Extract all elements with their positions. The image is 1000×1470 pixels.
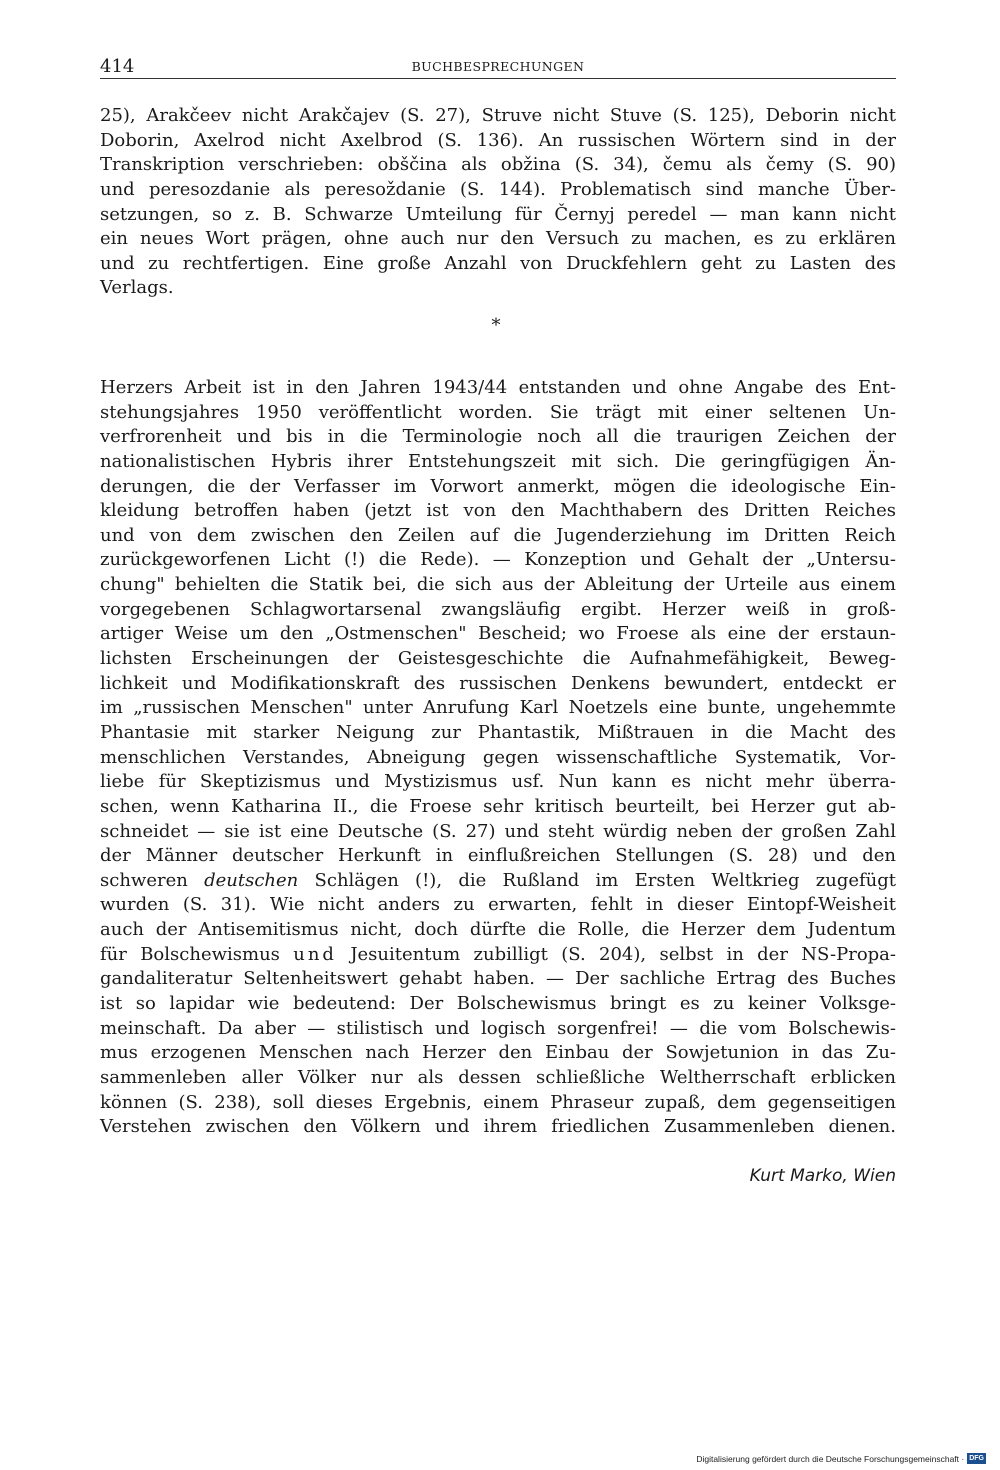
- text-line: stehungsjahres 1950 veröffentlicht worden. Sie trägt mit einer seltenen Un-: [100, 401, 896, 423]
- letterspaced-word: und: [293, 943, 337, 965]
- text-line: 25), Arakčeev nicht Arakčajev (S. 27), Struve nicht Stuve (S. 125), Deborin nicht: [100, 105, 896, 126]
- text-line: schen, wenn Katharina II., die Froese sehr kritisch beurteilt, bei Herzer gut ab-: [100, 795, 896, 817]
- text-line: und peresozdanie als peresoždanie (S. 144). Problematisch sind manche Über-: [100, 178, 896, 200]
- text-line: meinschaft. Da aber — stilistisch und logisch sorgenfrei! — die vom Bolschewis-: [100, 1017, 896, 1039]
- text-line: sammenleben aller Völker nur als dessen schließliche Weltherrschaft erblicken: [100, 1066, 896, 1088]
- text-line: vorgegebenen Schlagwortarsenal zwangsläufig ergibt. Herzer weiß in groß-: [100, 598, 896, 620]
- text-line: nationalistischen Hybris ihrer Entstehungszeit mit sich. Die geringfügigen Än-: [100, 450, 896, 472]
- text-line: kleidung betroffen haben (jetzt ist von den Machthabern des Dritten Reiches: [100, 500, 896, 522]
- text-line: lichkeit und Modifikationskraft des russischen Denkens bewundert, entdeckt er: [100, 672, 896, 694]
- text-line: ist so lapidar wie bedeutend: Der Bolschewismus bringt es zu keiner Volksge-: [100, 993, 896, 1015]
- section-divider-asterisk: *: [491, 315, 501, 336]
- dfg-logo-icon: DFG: [969, 1455, 984, 1462]
- page-header: [100, 56, 896, 79]
- text-line: und zu rechtfertigen. Eine große Anzahl von Druckfehlern geht zu Lasten des: [100, 252, 896, 274]
- emphasized-word: deutschen: [204, 869, 299, 891]
- text-line: ein neues Wort prägen, ohne auch nur den Versuch zu machen, es zu erklären: [100, 228, 896, 250]
- text-line: artiger Weise um den „Ostmenschen" Bescheid; wo Froese als eine der erstaun-: [100, 623, 896, 645]
- running-title: BUCHBESPRECHUNGEN: [411, 59, 585, 74]
- text-line: liebe für Skeptizismus und Mystizismus usf. Nun kann es nicht mehr überra-: [100, 771, 896, 793]
- text-line: wurden (S. 31). Wie nicht anders zu erwarten, fehlt in dieser Eintopf-Weisheit: [100, 894, 896, 916]
- text-line: menschlichen Verstandes, Abneigung gegen wissenschaftliche Systematik, Vor-: [100, 746, 896, 768]
- text-line: setzungen, so z. B. Schwarze Umteilung für Černyj peredel — man kann nicht: [100, 203, 896, 225]
- text-line: lichsten Erscheinungen der Geistesgeschichte die Aufnahmefähigkeit, Beweg-: [100, 648, 896, 670]
- text-line-with-emphasis: [100, 869, 896, 894]
- text-line: auch der Antisemitismus nicht, doch dürfte die Rolle, die Herzer dem Judentum: [100, 919, 896, 941]
- text-line: mus erzogenen Menschen nach Herzer den Einbau der Sowjetunion in das Zu-: [100, 1042, 896, 1064]
- text-line: können (S. 238), soll dieses Ergebnis, einem Phraseur zupaß, dem gegenseitigen: [100, 1091, 896, 1113]
- text-line: Verlags.: [100, 277, 174, 299]
- text-line: derungen, die der Verfasser im Vorwort anmerkt, mögen die ideologische Ein-: [100, 475, 896, 497]
- text-line: gandaliteratur Seltenheitswert gehabt haben. — Der sachliche Ertrag des Buches: [100, 968, 896, 990]
- text-line-with-spacing: [100, 943, 896, 968]
- text-line: Verstehen zwischen den Völkern und ihrem friedlichen Zusammenleben dienen.: [100, 1116, 896, 1138]
- text-line: Herzers Arbeit ist in den Jahren 1943/44 entstanden und ohne Angabe des Ent-: [100, 377, 896, 398]
- text-line: und von dem zwischen den Zeilen auf die Jugenderziehung im Dritten Reich: [100, 524, 896, 546]
- text-line: Phantasie mit starker Neigung zur Phantastik, Mißtrauen in die Macht des: [100, 721, 896, 743]
- review-paragraph-2: [100, 376, 896, 1140]
- text-segment: Schlägen (!), die Rußland im Ersten Weltkrieg zugefügt: [298, 869, 897, 891]
- text-line: schneidet — sie ist eine Deutsche (S. 27) und steht würdig neben der großen Zahl: [100, 820, 896, 842]
- page-number: 414: [100, 56, 135, 77]
- text-segment: schweren: [100, 869, 205, 891]
- text-line: Transkription verschrieben: obščina als obžina (S. 34), čemu als čemy (S. 90): [100, 154, 896, 176]
- footer-credit: Digitalisierung gefördert durch die Deutsche Forschungsgemeinschaft ·: [696, 1453, 965, 1464]
- text-segment: Jesuitentum zubilligt (S. 204), selbst in der NS-Propa-: [336, 943, 896, 965]
- reviewer-signature: Kurt Marko, Wien: [749, 1166, 896, 1186]
- text-segment: für Bolschewismus: [100, 943, 294, 965]
- text-line: der Männer deutscher Herkunft in einflußreichen Stellungen (S. 28) und den: [100, 845, 896, 867]
- digitization-footer: [696, 1453, 986, 1464]
- review-paragraph-1: [100, 104, 896, 301]
- text-line: Doborin, Axelrod nicht Axelbrod (S. 136). An russischen Wörtern sind in der: [100, 129, 896, 151]
- text-line: zurückgeworfenen Licht (!) die Rede). — Konzeption und Gehalt der „Untersu-: [100, 549, 896, 571]
- text-line: chung" behielten die Statik bei, die sich aus der Ableitung der Urteile aus einem: [100, 574, 896, 596]
- text-line: im „russischen Menschen" unter Anrufung Karl Noetzels eine bunte, ungehemmte: [100, 697, 896, 719]
- text-line: verfrorenheit und bis in die Terminologie noch all die traurigen Zeichen der: [100, 426, 896, 448]
